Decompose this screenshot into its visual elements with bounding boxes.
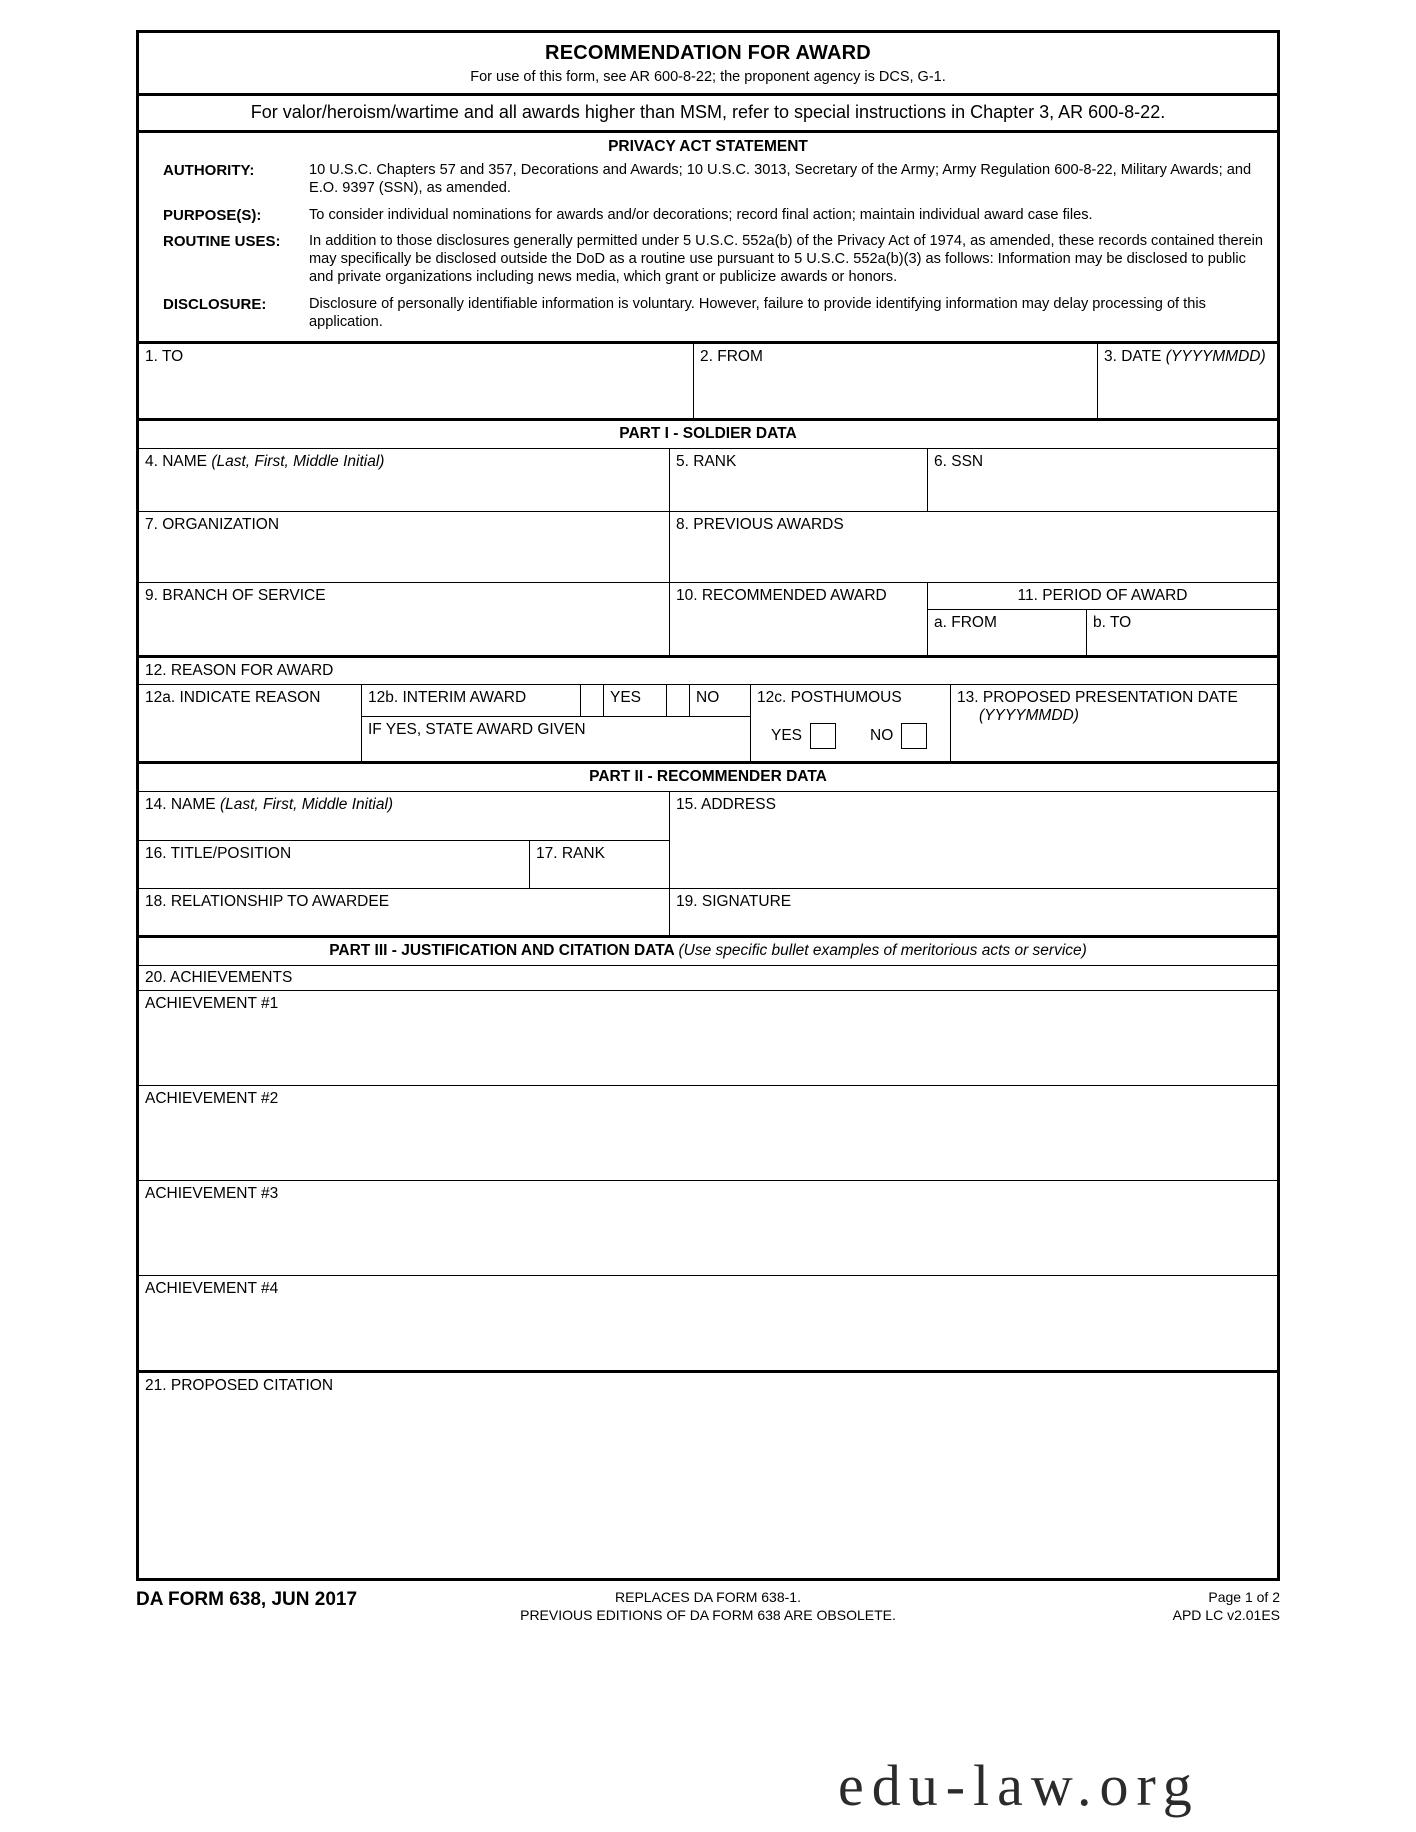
routine-uses-text: In addition to those disclosures generally permitted under 5 U.S.C. 552a(b) of the Privacy Act of 1974, as amended, these records contained therein may specifically be disclosed outside the DoD as a routine use pursuant to 5 U.S.C. 552a(b)(3) as follows: Information may be disclosed to public and private organizations including news media, which grant or publicize awards or honors.	[309, 233, 1264, 285]
period-of-award-subrow	[928, 609, 1277, 655]
date-label: 3. DATE	[1104, 348, 1162, 366]
posthumous-no-label: NO	[870, 727, 894, 745]
period-to-label: b. TO	[1093, 614, 1132, 632]
recommender-name-hint: (Last, First, Middle Initial)	[219, 796, 394, 814]
part2-left-column	[139, 792, 669, 888]
interim-award-yes-checkbox[interactable]	[580, 685, 604, 716]
field-achievement-2[interactable]	[139, 1085, 1277, 1180]
field-soldier-ssn[interactable]	[927, 449, 1277, 511]
field-period-to[interactable]	[1086, 610, 1277, 655]
soldier-name-hint: (Last, First, Middle Initial)	[211, 453, 385, 471]
interim-award-yes-label: YES	[610, 689, 642, 707]
purpose-label: PURPOSE(S):	[163, 206, 262, 224]
field-branch-of-service[interactable]	[139, 583, 669, 655]
field-interim-award-given[interactable]	[362, 716, 750, 761]
recommender-name-label: 14. NAME	[145, 796, 216, 814]
posthumous-yes-label: YES	[771, 727, 803, 745]
address-label: 15. ADDRESS	[676, 796, 776, 814]
presentation-date-hint: (YYYYMMDD)	[979, 707, 1079, 724]
posthumous-group	[750, 685, 950, 761]
field-from[interactable]	[693, 344, 1097, 418]
part2-lower	[139, 888, 1277, 935]
interim-award-no-label: NO	[696, 689, 720, 707]
previous-awards-label: 8. PREVIOUS AWARDS	[676, 516, 844, 534]
organization-label: 7. ORGANIZATION	[145, 516, 280, 534]
field-proposed-presentation-date[interactable]	[950, 685, 1277, 761]
interim-award-given-label: IF YES, STATE AWARD GIVEN	[368, 721, 586, 739]
indicate-reason-label: 12a. INDICATE REASON	[145, 689, 321, 707]
interim-award-label-cell	[362, 685, 580, 716]
to-label: 1. TO	[145, 348, 184, 366]
form-id: DA FORM 638, JUN 2017	[136, 1589, 358, 1610]
reason-detail-row	[139, 684, 1277, 761]
part2-title-rank-row	[139, 840, 669, 888]
interim-award-no-checkbox[interactable]	[666, 685, 690, 716]
relationship-label: 18. RELATIONSHIP TO AWARDEE	[145, 893, 390, 911]
disclosure-text: Disclosure of personally identifiable information is voluntary. However, failure to provide identifying information may delay processing of this application.	[309, 295, 1206, 330]
field-recommender-address[interactable]	[669, 792, 1277, 888]
replaces-note	[466, 1589, 950, 1625]
achievement-3-label: ACHIEVEMENT #3	[145, 1185, 279, 1202]
form-footer	[136, 1581, 1280, 1625]
page-number: Page 1 of 2	[1208, 1589, 1280, 1605]
part1-row-branch-award-period	[139, 582, 1277, 655]
footer-right	[950, 1589, 1280, 1625]
posthumous-label: 12c. POSTHUMOUS	[757, 689, 902, 707]
signature-label: 19. SIGNATURE	[676, 893, 792, 911]
field-achievement-1[interactable]	[139, 990, 1277, 1085]
disclosure-label: DISCLOSURE:	[163, 295, 267, 313]
title-position-label: 16. TITLE/POSITION	[145, 845, 292, 863]
period-of-award-label: 11. PERIOD OF AWARD	[1017, 587, 1188, 605]
posthumous-options	[757, 723, 944, 749]
soldier-name-label: 4. NAME	[145, 453, 208, 471]
authority-text: 10 U.S.C. Chapters 57 and 357, Decorations and Awards; 10 U.S.C. 3013, Secretary of the Army; Army Regulation 600-8-22, Military Awards; and E.O. 9397 (SSN), as amended.	[309, 162, 1252, 196]
part2-upper	[139, 791, 1277, 888]
part1-band: PART I - SOLDIER DATA	[139, 418, 1277, 448]
privacy-act-purpose	[149, 207, 1267, 225]
field-achievement-3[interactable]	[139, 1180, 1277, 1275]
from-label: 2. FROM	[700, 348, 763, 366]
soldier-rank-label: 5. RANK	[676, 453, 737, 471]
achievement-1-label: ACHIEVEMENT #1	[145, 995, 279, 1012]
achievement-4-label: ACHIEVEMENT #4	[145, 1280, 279, 1297]
part2-band: PART II - RECOMMENDER DATA	[139, 761, 1277, 791]
field-organization[interactable]	[139, 512, 669, 582]
posthumous-no-checkbox[interactable]	[901, 723, 927, 749]
field-previous-awards[interactable]	[669, 512, 1277, 582]
field-relationship[interactable]	[139, 889, 669, 935]
field-recommended-award[interactable]	[669, 583, 927, 655]
field-achievement-4[interactable]	[139, 1275, 1277, 1370]
presentation-date-label: 13. PROPOSED PRESENTATION DATE	[957, 689, 1238, 707]
form-subtitle: For use of this form, see AR 600-8-22; the proponent agency is DCS, G-1.	[470, 69, 946, 85]
soldier-ssn-label: 6. SSN	[934, 453, 984, 471]
field-signature[interactable]	[669, 889, 1277, 935]
replaces-line-2: PREVIOUS EDITIONS OF DA FORM 638 ARE OBSOLETE.	[520, 1606, 896, 1623]
achievements-header: 20. ACHIEVEMENTS	[139, 965, 1277, 990]
recommended-award-label: 10. RECOMMENDED AWARD	[676, 587, 887, 605]
field-soldier-name[interactable]	[139, 449, 669, 511]
field-recommender-rank[interactable]	[529, 841, 669, 888]
recommendation-for-award-form	[136, 30, 1280, 1581]
recommender-rank-label: 17. RANK	[536, 845, 605, 863]
privacy-act-routine-uses	[149, 233, 1267, 286]
field-soldier-rank[interactable]	[669, 449, 927, 511]
routine-uses-label: ROUTINE USES:	[163, 233, 281, 251]
part3-band-title: PART III - JUSTIFICATION AND CITATION DATA	[329, 942, 675, 960]
period-of-award-group	[927, 583, 1277, 655]
interim-award-row	[362, 685, 750, 716]
purpose-text: To consider individual nominations for awards and/or decorations; record final action; maintain individual award case files.	[309, 206, 1093, 223]
privacy-act-authority	[149, 162, 1267, 198]
field-proposed-citation[interactable]	[139, 1370, 1277, 1578]
apd-version: APD LC v2.01ES	[1172, 1606, 1280, 1623]
part1-row-org-prevawards	[139, 511, 1277, 582]
date-hint: (YYYYMMDD)	[1165, 348, 1266, 366]
interim-award-label: 12b. INTERIM AWARD	[368, 689, 527, 707]
site-watermark: edu-law.org	[838, 1753, 1200, 1818]
reason-for-award-title: 12. REASON FOR AWARD	[139, 655, 1277, 684]
field-title-position[interactable]	[139, 841, 529, 888]
field-recommender-name[interactable]	[139, 792, 669, 840]
form-header	[139, 33, 1277, 93]
branch-label: 9. BRANCH OF SERVICE	[145, 587, 326, 605]
field-date[interactable]	[1097, 344, 1277, 418]
part3-band	[139, 935, 1277, 965]
interim-award-no-label-cell	[690, 685, 750, 716]
part3-band-note: (Use specific bullet examples of meritorious acts or service)	[678, 942, 1087, 960]
field-to[interactable]	[139, 344, 693, 418]
interim-award-group	[361, 685, 750, 761]
achievement-2-label: ACHIEVEMENT #2	[145, 1090, 279, 1107]
posthumous-yes-checkbox[interactable]	[810, 723, 836, 749]
authority-label: AUTHORITY:	[163, 162, 255, 179]
part1-row-name-rank-ssn	[139, 448, 1277, 511]
valor-notice: For valor/heroism/wartime and all awards higher than MSM, refer to special instructions in Chapter 3, AR 600-8-22.	[139, 93, 1277, 130]
privacy-act-disclosure	[149, 296, 1267, 332]
privacy-act-statement	[139, 130, 1277, 341]
privacy-act-heading: PRIVACY ACT STATEMENT	[608, 138, 808, 155]
interim-award-yes-label-cell	[604, 685, 666, 716]
period-from-label: a. FROM	[934, 614, 997, 632]
field-indicate-reason[interactable]	[139, 685, 361, 761]
field-period-from[interactable]	[928, 610, 1086, 655]
replaces-line-1: REPLACES DA FORM 638-1.	[615, 1589, 801, 1605]
citation-label: 21. PROPOSED CITATION	[145, 1377, 334, 1394]
page-title: RECOMMENDATION FOR AWARD	[545, 42, 871, 64]
routing-row	[139, 341, 1277, 418]
